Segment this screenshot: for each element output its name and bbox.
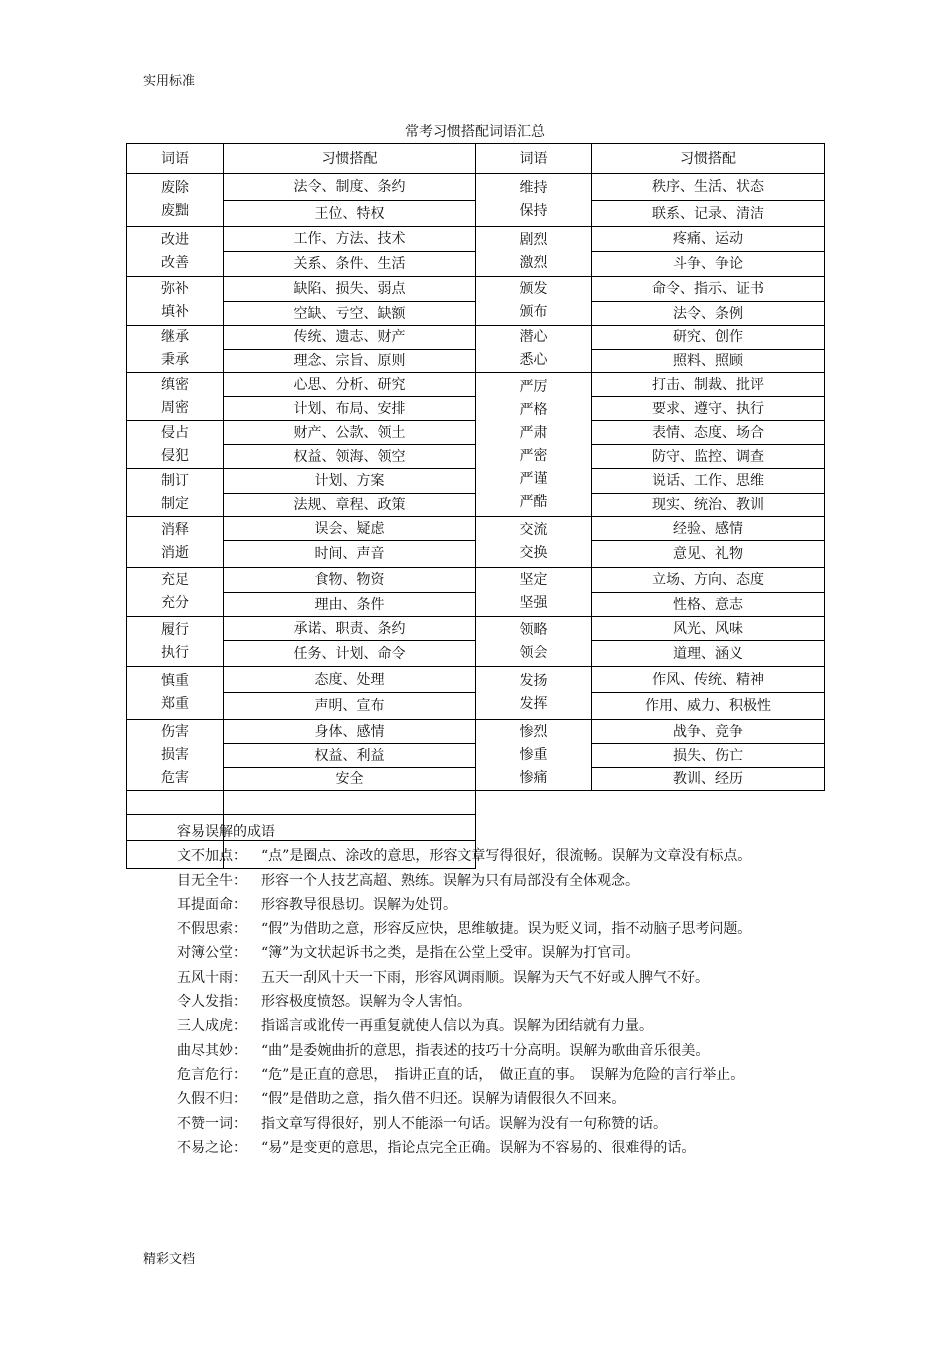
right-collocation-cell: 作风、传统、精神 — [592, 667, 825, 693]
right-collocation-cell — [224, 791, 476, 815]
left-collocation-cell: 承诺、职责、条约 — [224, 617, 476, 641]
idiom-explanation: “易”是变更的意思，指论点完全正确。误解为不容易的、很难得的话。 — [261, 1139, 696, 1156]
left-word: 继承 — [161, 329, 189, 345]
idiom-term: 不易之论： — [177, 1139, 247, 1156]
left-collocation-cell: 空缺、亏空、缺额 — [224, 302, 476, 326]
idiom-term: 文不加点： — [177, 848, 247, 865]
left-word-cell — [127, 568, 224, 617]
left-word-cell — [127, 373, 224, 421]
table-row — [127, 373, 825, 397]
idiom-entry — [143, 1112, 823, 1136]
right-word: 严格 — [519, 401, 548, 418]
left-word: 充分 — [161, 595, 189, 611]
table-row — [127, 791, 825, 815]
idiom-entry — [143, 990, 823, 1014]
right-word: 交换 — [519, 545, 548, 561]
left-word-cell — [127, 421, 224, 469]
idiom-term: 久假不归： — [177, 1091, 247, 1108]
right-word: 严酷 — [519, 493, 548, 510]
right-collocation-cell: 现实、统治、教训 — [592, 494, 825, 517]
idiom-entry — [143, 941, 823, 965]
right-word: 严密 — [519, 447, 548, 464]
idiom-entry — [143, 1039, 823, 1063]
left-collocation-cell: 缺陷、损失、弱点 — [224, 277, 476, 302]
right-word: 颁发 — [519, 281, 548, 297]
right-word: 坚定 — [519, 572, 548, 588]
left-collocation-cell: 关系、条件、生活 — [224, 252, 476, 277]
right-collocation-cell: 秩序、生活、状态 — [592, 174, 825, 201]
idiom-term: 不假思索： — [177, 921, 247, 938]
right-word: 坚强 — [519, 595, 548, 611]
idiom-explanation: “点”是圈点、涂改的意思，形容文章写得很好，很流畅。误解为文章没有标点。 — [261, 848, 752, 865]
idiom-explanation: 形容一个人技艺高超、熟练。误解为只有局部没有全体观念。 — [261, 872, 639, 889]
left-word: 消逝 — [161, 545, 189, 561]
left-word: 侵犯 — [161, 447, 189, 464]
left-collocation-cell: 财产、公款、领土 — [224, 421, 476, 445]
idioms-section — [143, 820, 823, 1160]
right-word: 惨烈 — [519, 723, 548, 740]
right-word-cell — [476, 720, 592, 791]
right-word: 惨重 — [519, 746, 548, 763]
left-collocation-cell: 心思、分析、研究 — [224, 373, 476, 397]
right-collocation-cell: 教训、经历 — [592, 768, 825, 791]
idiom-term: 对簿公堂： — [177, 945, 247, 962]
idiom-entry — [143, 917, 823, 941]
idiom-entry — [143, 1014, 823, 1038]
right-collocation-cell: 命令、指示、证书 — [592, 277, 825, 302]
left-word: 损害 — [161, 746, 189, 763]
right-word-cell — [476, 517, 592, 568]
right-collocation-cell: 照料、照顾 — [592, 349, 825, 373]
header-cell: 词语 — [476, 144, 592, 174]
left-word: 郑重 — [161, 696, 189, 712]
right-word-cell — [476, 667, 592, 720]
right-collocation-cell: 性格、意志 — [592, 593, 825, 617]
table-row — [127, 568, 825, 593]
left-word: 改善 — [161, 254, 189, 271]
right-word-cell — [476, 326, 592, 373]
left-word-cell — [127, 667, 224, 720]
left-word-cell — [127, 227, 224, 277]
idiom-term: 耳提面命： — [177, 896, 247, 913]
left-collocation-cell: 王位、特权 — [224, 201, 476, 227]
left-collocation-cell: 法令、制度、条约 — [224, 174, 476, 201]
right-collocation-cell: 作用、威力、积极性 — [592, 693, 825, 720]
header-cell: 习惯搭配 — [224, 144, 476, 174]
left-collocation-cell: 计划、布局、安排 — [224, 397, 476, 421]
idiom-entry — [143, 1087, 823, 1111]
right-word: 悉心 — [519, 352, 548, 368]
left-word: 周密 — [161, 399, 189, 416]
left-collocation-cell: 权益、领海、领空 — [224, 445, 476, 469]
left-word: 废黜 — [161, 203, 189, 219]
right-collocation-cell: 研究、创作 — [592, 326, 825, 350]
right-collocation-cell: 联系、记录、清洁 — [592, 201, 825, 227]
idiom-term: 目无全牛： — [177, 872, 247, 889]
idiom-explanation: 五天一刮风十天一下雨，形容风调雨顺。误解为天气不好或人脾气不好。 — [261, 969, 709, 986]
idioms-title: 容易误解的成语 — [177, 824, 275, 840]
idiom-term: 危言危行： — [177, 1066, 247, 1083]
right-collocation-cell: 经验、感情 — [592, 517, 825, 541]
left-collocation-cell: 传统、遗志、财产 — [224, 326, 476, 350]
idiom-term: 五风十雨： — [177, 969, 247, 986]
table-row — [127, 517, 825, 541]
left-collocation-cell — [127, 791, 224, 815]
table-row — [127, 617, 825, 641]
left-word: 弥补 — [161, 281, 189, 297]
idiom-explanation: “曲”是委婉曲折的意思，指表述的技巧十分高明。误解为歌曲音乐很美。 — [261, 1042, 710, 1059]
left-word: 伤害 — [161, 723, 189, 740]
page-header: 实用标准 — [143, 74, 196, 89]
right-word-cell — [476, 373, 592, 517]
right-word: 剧烈 — [519, 231, 548, 248]
table-row — [127, 174, 825, 201]
left-collocation-cell: 理由、条件 — [224, 593, 476, 617]
idiom-explanation: “假”为借助之意，形容反应快，思维敏捷。误为贬义词，指不动脑子思考问题。 — [261, 921, 752, 938]
right-collocation-cell: 战争、竞争 — [592, 720, 825, 744]
idiom-explanation: 指谣言或讹传一再重复就使人信以为真。误解为团结就有力量。 — [261, 1018, 653, 1035]
right-word: 维持 — [519, 180, 548, 196]
right-word-cell — [476, 277, 592, 326]
idiom-explanation: “簿”为文状起诉书之类，是指在公堂上受审。误解为打官司。 — [261, 945, 640, 962]
right-word: 惨痛 — [519, 769, 548, 786]
idiom-entry — [143, 1136, 823, 1160]
left-collocation-cell: 身体、感情 — [224, 720, 476, 744]
right-word: 激烈 — [519, 254, 548, 271]
right-word: 严肃 — [519, 424, 548, 441]
table-row — [127, 277, 825, 302]
left-collocation-cell: 时间、声音 — [224, 541, 476, 568]
idiom-explanation: “危”是正直的意思， 指讲正直的话， 做正直的事。 误解为危险的言行举止。 — [261, 1066, 745, 1083]
table-row — [127, 720, 825, 744]
left-word-cell — [127, 174, 224, 227]
idiom-term: 令人发指： — [177, 994, 247, 1011]
left-word: 慎重 — [161, 673, 189, 689]
right-collocation-cell: 损失、伤亡 — [592, 744, 825, 768]
right-word: 严厉 — [519, 378, 548, 395]
idiom-explanation: “假”是借助之意，指久借不归还。误解为请假很久不回来。 — [261, 1091, 626, 1108]
left-collocation-cell: 法规、章程、政策 — [224, 494, 476, 517]
left-word: 废除 — [161, 180, 189, 196]
table-title: 常考习惯搭配词语汇总 — [405, 124, 545, 140]
idiom-entry — [143, 844, 823, 868]
left-word-cell — [127, 517, 224, 568]
left-collocation-cell: 误会、疑虑 — [224, 517, 476, 541]
left-word-cell — [127, 277, 224, 326]
left-collocation-cell: 态度、处理 — [224, 667, 476, 693]
header-cell: 词语 — [127, 144, 224, 174]
collocation-table — [126, 143, 825, 869]
table-row — [127, 667, 825, 693]
right-collocation-cell: 风光、风味 — [592, 617, 825, 641]
left-word: 填补 — [161, 304, 189, 320]
idiom-entry — [143, 1063, 823, 1087]
right-word: 发挥 — [519, 696, 548, 712]
right-word: 领会 — [519, 644, 548, 661]
right-collocation-cell: 要求、遵守、执行 — [592, 397, 825, 421]
right-word: 潜心 — [519, 329, 548, 345]
left-collocation-cell: 安全 — [224, 768, 476, 791]
right-word-cell — [476, 568, 592, 617]
right-word-cell — [476, 174, 592, 227]
left-collocation-cell: 声明、宣布 — [224, 693, 476, 720]
left-word-cell — [127, 617, 224, 667]
right-collocation-cell: 打击、制裁、批评 — [592, 373, 825, 397]
header-cell: 习惯搭配 — [592, 144, 825, 174]
idiom-list — [143, 844, 823, 1160]
right-word-cell — [476, 617, 592, 667]
table-row — [127, 227, 825, 252]
right-collocation-cell: 表情、态度、场合 — [592, 421, 825, 445]
left-word: 制订 — [161, 472, 189, 489]
left-collocation-cell: 理念、宗旨、原则 — [224, 349, 476, 373]
idiom-term: 三人成虎： — [177, 1018, 247, 1035]
left-word-cell — [127, 469, 224, 517]
right-word: 发扬 — [519, 673, 548, 689]
page-footer: 精彩文档 — [143, 1252, 196, 1267]
idiom-entry — [143, 869, 823, 893]
right-collocation-cell: 道理、涵义 — [592, 641, 825, 667]
right-word: 颁布 — [519, 304, 548, 320]
left-collocation-cell: 工作、方法、技术 — [224, 227, 476, 252]
left-collocation-cell: 任务、计划、命令 — [224, 641, 476, 667]
left-word: 侵占 — [161, 424, 189, 441]
left-word: 执行 — [161, 644, 189, 661]
right-word: 交流 — [519, 522, 548, 538]
right-collocation-cell: 意见、礼物 — [592, 541, 825, 568]
right-word: 领略 — [519, 621, 548, 638]
right-collocation-cell: 立场、方向、态度 — [592, 568, 825, 593]
left-collocation-cell: 食物、物资 — [224, 568, 476, 593]
left-word-cell — [127, 326, 224, 373]
right-word: 保持 — [519, 203, 548, 219]
left-word: 充足 — [161, 572, 189, 588]
right-collocation-cell: 疼痛、运动 — [592, 227, 825, 252]
table-row — [127, 326, 825, 350]
left-collocation-cell: 权益、利益 — [224, 744, 476, 768]
idiom-explanation: 形容极度愤怒。误解为令人害怕。 — [261, 994, 471, 1011]
right-collocation-cell: 斗争、争论 — [592, 252, 825, 277]
right-collocation-cell: 法令、条例 — [592, 302, 825, 326]
idiom-entry — [143, 893, 823, 917]
right-collocation-cell: 防守、监控、调查 — [592, 445, 825, 469]
right-word: 严谨 — [519, 470, 548, 487]
left-collocation-cell: 计划、方案 — [224, 469, 476, 494]
left-word: 秉承 — [161, 352, 189, 368]
left-word-cell — [127, 720, 224, 791]
left-word: 制定 — [161, 495, 189, 512]
left-word: 履行 — [161, 621, 189, 638]
left-word: 危害 — [161, 769, 189, 786]
right-collocation-cell: 说话、工作、思维 — [592, 469, 825, 494]
left-word: 改进 — [161, 231, 189, 248]
idiom-explanation: 指文章写得很好，别人不能添一句话。误解为没有一句称赞的话。 — [261, 1115, 667, 1132]
idiom-explanation: 形容教导很恳切。误解为处罚。 — [261, 896, 457, 913]
left-word: 消释 — [161, 522, 189, 538]
right-word-cell — [476, 227, 592, 277]
idiom-term: 曲尽其妙： — [177, 1042, 247, 1059]
left-word: 缜密 — [161, 376, 189, 393]
idiom-entry — [143, 966, 823, 990]
idiom-term: 不赞一词： — [177, 1115, 247, 1132]
